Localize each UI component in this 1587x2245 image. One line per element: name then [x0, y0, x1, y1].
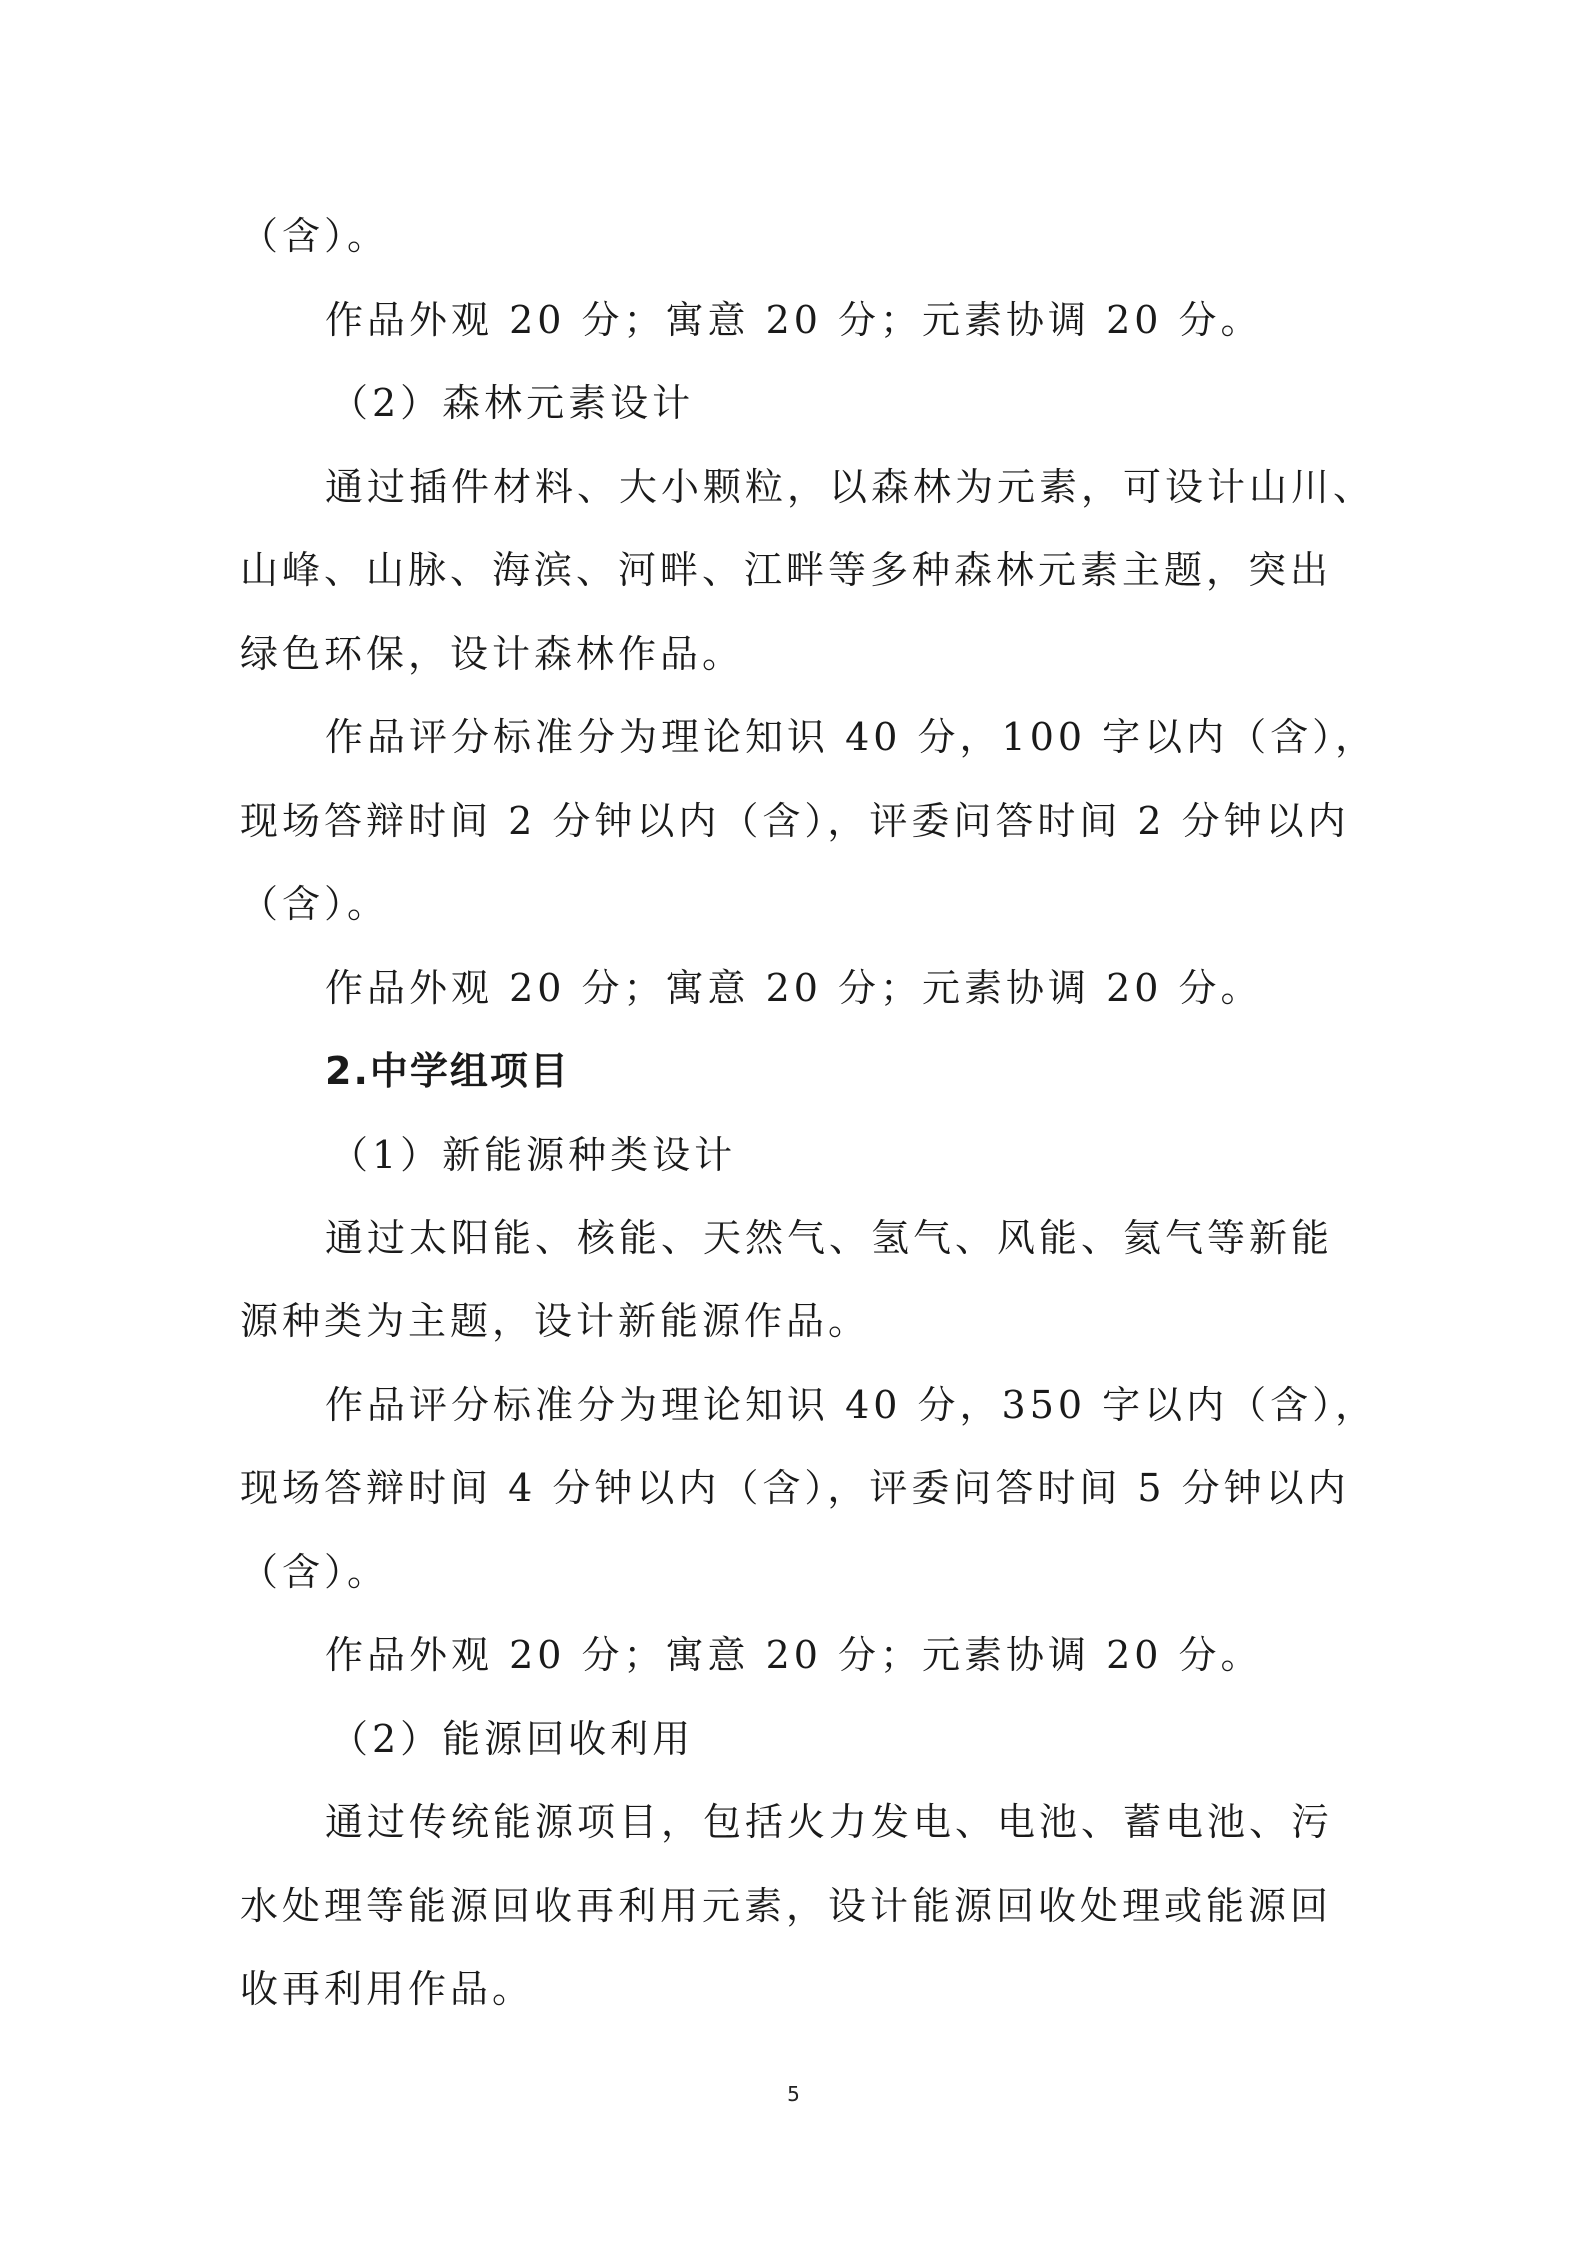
paragraph-line: 通过传统能源项目，包括火力发电、电池、蓄电池、污 [325, 1800, 1334, 1844]
scoring-line: 作品外观 20 分；寓意 20 分；元素协调 20 分。 [325, 966, 1263, 1010]
paragraph-line: 作品评分标准分为理论知识 40 分，350 字以内（含）， [325, 1383, 1378, 1427]
paragraph-line: 收再利用作品。 [240, 1967, 535, 2011]
paragraph-line: 现场答辩时间 2 分钟以内（含），评委问答时间 2 分钟以内 [240, 799, 1350, 843]
page-number: 5 [787, 2082, 800, 2106]
paragraph-line: 绿色环保，设计森林作品。 [240, 632, 745, 676]
scoring-line: 作品外观 20 分；寓意 20 分；元素协调 20 分。 [325, 298, 1263, 342]
paragraph-line: 水处理等能源回收再利用元素，设计能源回收处理或能源回 [240, 1884, 1333, 1928]
paragraph-line: （含）。 [240, 214, 390, 258]
section-subheading: （2）能源回收利用 [330, 1717, 695, 1761]
paragraph-line: （含）。 [240, 1550, 390, 1594]
paragraph-line: 现场答辩时间 4 分钟以内（含），评委问答时间 5 分钟以内 [240, 1466, 1350, 1510]
paragraph-line: 作品评分标准分为理论知识 40 分，100 字以内（含）， [325, 715, 1378, 759]
paragraph-line: 通过太阳能、核能、天然气、氢气、风能、氦气等新能 [325, 1216, 1334, 1260]
section-subheading: （2）森林元素设计 [330, 381, 695, 425]
paragraph-line: 通过插件材料、大小颗粒，以森林为元素，可设计山川、 [325, 465, 1376, 509]
scoring-line: 作品外观 20 分；寓意 20 分；元素协调 20 分。 [325, 1633, 1263, 1677]
section-subheading: （1）新能源种类设计 [330, 1133, 737, 1177]
paragraph-line: 源种类为主题，设计新能源作品。 [240, 1299, 871, 1343]
section-heading: 2.中学组项目 [325, 1049, 570, 1093]
paragraph-line: 山峰、山脉、海滨、河畔、江畔等多种森林元素主题，突出 [240, 548, 1333, 592]
paragraph-line: （含）。 [240, 882, 390, 926]
